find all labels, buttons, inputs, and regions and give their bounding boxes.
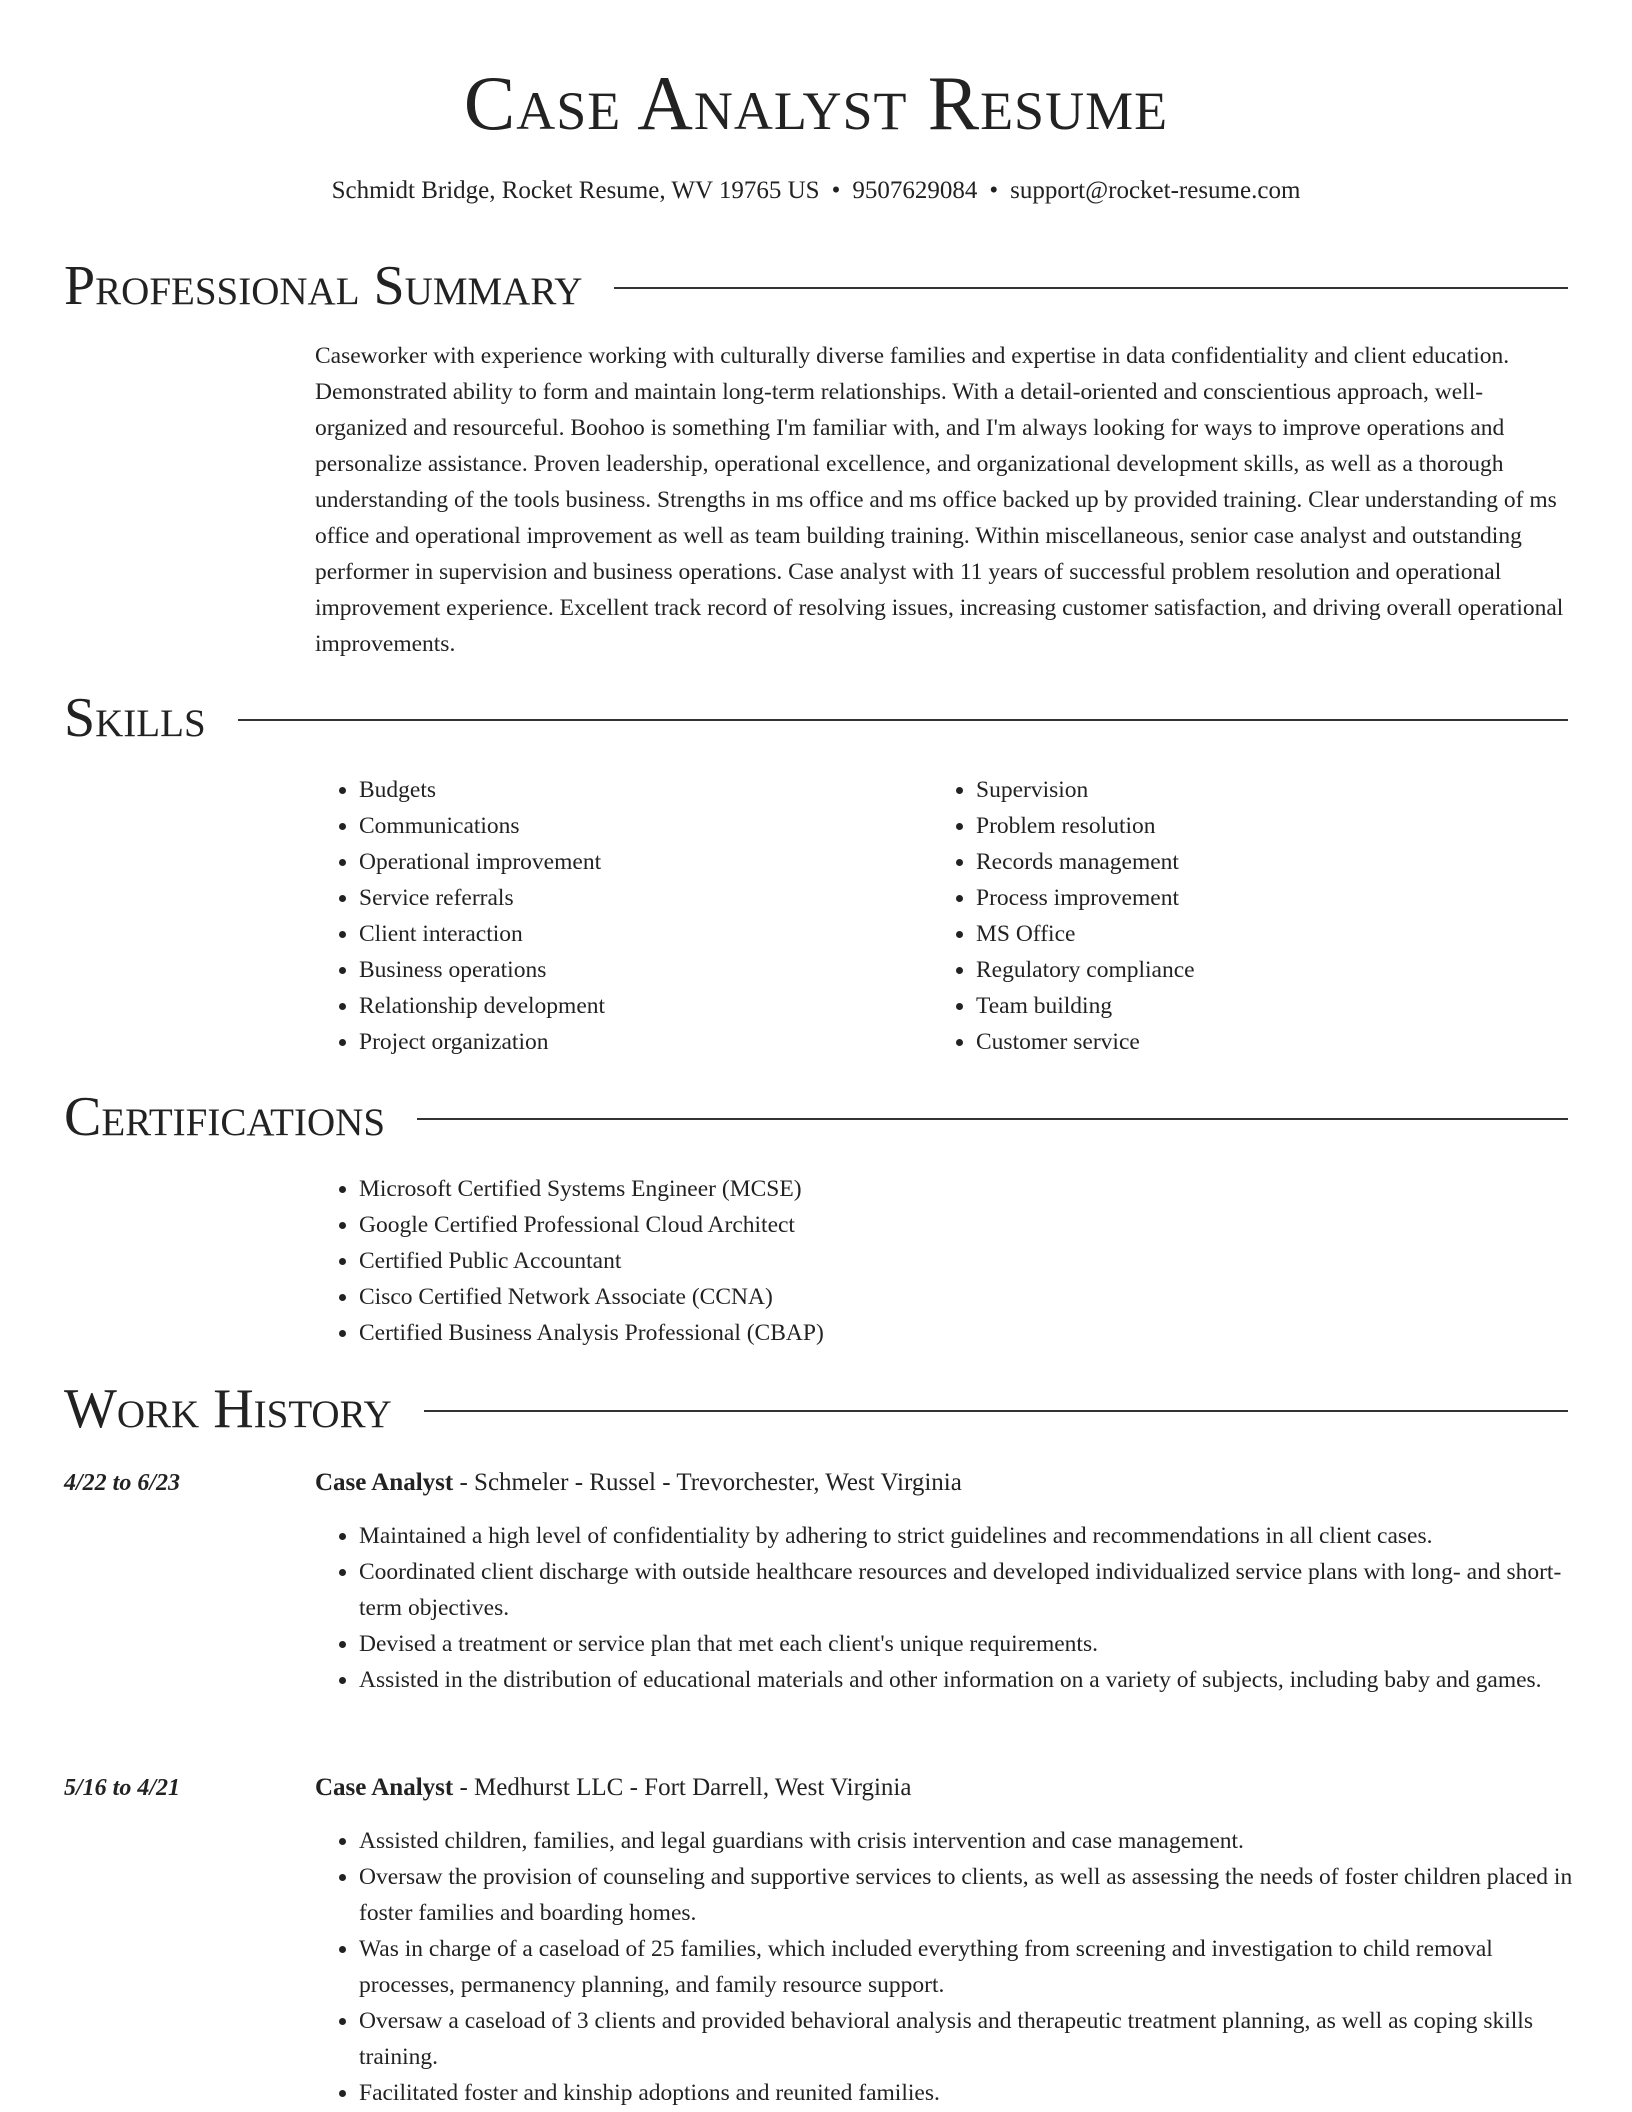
skills-right-list <box>932 772 1492 1060</box>
skill-item: • Problem resolution <box>976 808 1492 844</box>
job-duties-list <box>315 1823 1575 2111</box>
section-divider <box>238 719 1568 721</box>
job-duties <box>315 1823 1575 2111</box>
work-history-heading: Work History <box>64 1378 392 1440</box>
contact-phone: 9507629084 <box>852 177 978 204</box>
skill-item: • Service referrals <box>359 880 875 916</box>
job-duties <box>315 1518 1575 1698</box>
skills-right-column <box>932 772 1492 1060</box>
job-duty-item: • Was in charge of a caseload of 25 families, which included everything from screening and investigation to child removal processes, permanency planning, and family resource support. <box>359 1931 1575 2003</box>
contact-separator: • <box>989 177 999 204</box>
skill-item: • Relationship development <box>359 988 875 1024</box>
job-duty-item: • Coordinated client discharge with outside healthcare resources and developed individualized service plans with long- and short-term objectives. <box>359 1554 1575 1626</box>
skill-item: • Budgets <box>359 772 875 808</box>
skill-item: • Team building <box>976 988 1492 1024</box>
skill-item: • Communications <box>359 808 875 844</box>
job-duty-item: • Maintained a high level of confidentiality by adhering to strict guidelines and recommendations in all client cases. <box>359 1518 1575 1554</box>
skill-item: • Supervision <box>976 772 1492 808</box>
contact-address: Schmidt Bridge, Rocket Resume, WV 19765 US <box>331 177 820 204</box>
skill-item: • Operational improvement <box>359 844 875 880</box>
contact-line <box>0 176 1632 206</box>
contact-email: support@rocket-resume.com <box>1010 177 1301 204</box>
job-role: Case Analyst <box>315 1469 454 1496</box>
contact-separator: • <box>831 177 841 204</box>
section-divider <box>424 1410 1568 1412</box>
job-duties-list <box>315 1518 1575 1698</box>
certification-item: • Microsoft Certified Systems Engineer (MCSE) <box>359 1171 1415 1207</box>
job-title-line <box>315 1770 911 1806</box>
skills-heading: Skills <box>64 687 206 749</box>
skill-item: • Project organization <box>359 1024 875 1060</box>
job-duty-item: • Devised a treatment or service plan that met each client's unique requirements. <box>359 1626 1575 1662</box>
certifications-list-container <box>315 1171 1415 1351</box>
skill-item: • Process improvement <box>976 880 1492 916</box>
job-dates: 5/16 to 4/21 <box>64 1775 181 1801</box>
job-duty-item: • Assisted children, families, and legal guardians with crisis intervention and case management. <box>359 1823 1575 1859</box>
skill-item: • Records management <box>976 844 1492 880</box>
job-duty-item: • Assisted in the distribution of educational materials and other information on a variety of subjects, including baby and games. <box>359 1662 1575 1698</box>
section-divider <box>614 287 1568 289</box>
certifications-heading: Certifications <box>64 1086 386 1148</box>
section-divider <box>417 1118 1568 1120</box>
skill-item: • Customer service <box>976 1024 1492 1060</box>
summary-text: Caseworker with experience working with culturally diverse families and expertise in data confidentiality and client education. Demonstrated ability to form and maintain long-term relationships. With a detail-oriented and conscientious approach, well-organized and resourceful. Boohoo is something I'm familiar with, and I'm always looking for ways to improve operations and personalize assistance. Proven leadership, operational excellence, and organizational development skills, as well as a thorough understanding of the tools business. Strengths in ms office and ms office backed up by provided training. Clear understanding of ms office and operational improvement as well as team building training. Within miscellaneous, senior case analyst and outstanding performer in supervision and business operations. Case analyst with 11 years of successful problem resolution and operational improvement experience. Excellent track record of resolving issues, increasing customer satisfaction, and driving overall operational improvements. <box>315 343 1564 657</box>
summary-heading: Professional Summary <box>64 255 583 317</box>
certifications-list <box>315 1171 1415 1351</box>
certification-item: • Certified Public Accountant <box>359 1243 1415 1279</box>
skill-item: • Client interaction <box>359 916 875 952</box>
work-history-section-header <box>64 1377 1568 1441</box>
skill-item: • Regulatory compliance <box>976 952 1492 988</box>
job-title-line <box>315 1465 962 1501</box>
skill-item: • Business operations <box>359 952 875 988</box>
job-employer: - Medhurst LLC - Fort Darrell, West Virginia <box>453 1774 912 1801</box>
skill-item: • MS Office <box>976 916 1492 952</box>
job-dates: 4/22 to 6/23 <box>64 1470 181 1496</box>
resume-title: Case Analyst Resume <box>463 60 1169 146</box>
skills-left-list <box>315 772 875 1060</box>
summary-section-header <box>64 254 1568 318</box>
job-duty-item: • Oversaw a caseload of 3 clients and provided behavioral analysis and therapeutic treatment planning, as well as coping skills training. <box>359 2003 1575 2075</box>
certifications-section-header <box>64 1085 1568 1149</box>
job-duty-item: • Facilitated foster and kinship adoptions and reunited families. <box>359 2075 1575 2111</box>
skills-section-header <box>64 686 1568 750</box>
job-role: Case Analyst <box>315 1774 454 1801</box>
certification-item: • Google Certified Professional Cloud Architect <box>359 1207 1415 1243</box>
skills-left-column <box>315 772 875 1060</box>
job-duty-item: • Oversaw the provision of counseling and supportive services to clients, as well as assessing the needs of foster children placed in foster families and boarding homes. <box>359 1859 1575 1931</box>
certification-item: • Certified Business Analysis Professional (CBAP) <box>359 1315 1415 1351</box>
job-employer: - Schmeler - Russel - Trevorchester, West Virginia <box>453 1469 962 1496</box>
certification-item: • Cisco Certified Network Associate (CCNA) <box>359 1279 1415 1315</box>
